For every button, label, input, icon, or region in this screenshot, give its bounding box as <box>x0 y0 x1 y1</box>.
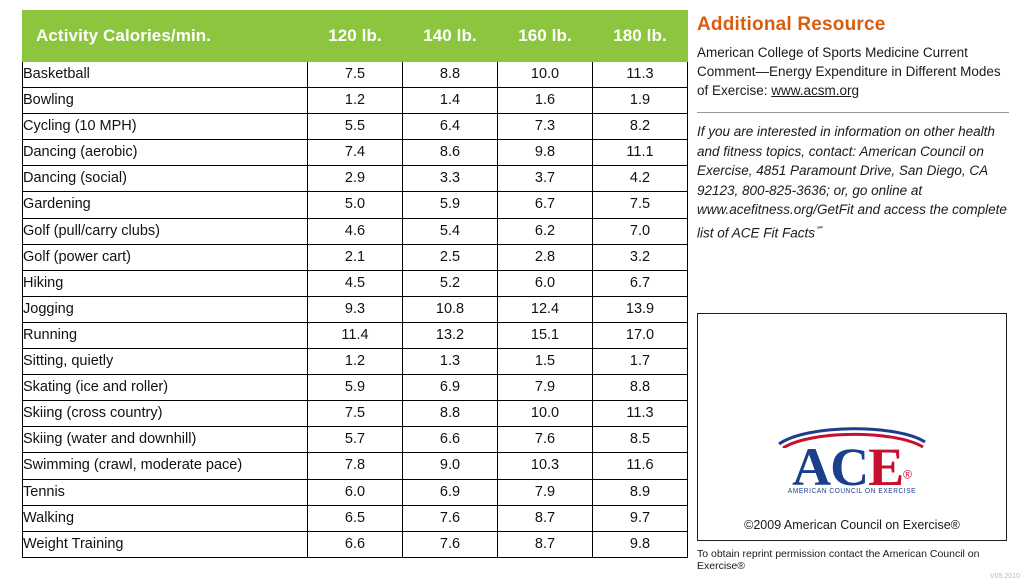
cell-value: 4.6 <box>308 218 403 244</box>
cell-activity: Skiing (water and downhill) <box>23 427 308 453</box>
divider <box>697 112 1009 113</box>
cell-value: 7.4 <box>308 140 403 166</box>
cell-value: 7.5 <box>308 401 403 427</box>
cell-value: 15.1 <box>498 322 593 348</box>
cell-value: 1.6 <box>498 88 593 114</box>
cell-activity: Dancing (aerobic) <box>23 140 308 166</box>
table-row <box>23 401 688 427</box>
contact-info-text <box>697 122 1009 243</box>
corner-code: V05.2010 <box>990 573 1020 580</box>
cell-value: 6.2 <box>498 218 593 244</box>
reprint-notice: To obtain reprint permission contact the American Council on Exercise® <box>697 548 980 572</box>
cell-value: 8.8 <box>593 375 688 401</box>
cell-activity: Sitting, quietly <box>23 349 308 375</box>
cell-value: 7.9 <box>498 479 593 505</box>
cell-value: 4.2 <box>593 166 688 192</box>
cell-value: 1.2 <box>308 88 403 114</box>
cell-value: 6.7 <box>593 270 688 296</box>
cell-value: 6.9 <box>403 375 498 401</box>
column-header-180lb: 180 lb. <box>593 11 688 62</box>
cell-activity: Skating (ice and roller) <box>23 375 308 401</box>
cell-value: 8.7 <box>498 531 593 557</box>
table-row <box>23 453 688 479</box>
cell-value: 9.3 <box>308 296 403 322</box>
cell-value: 7.5 <box>593 192 688 218</box>
cell-value: 5.0 <box>308 192 403 218</box>
cell-activity: Weight Training <box>23 531 308 557</box>
cell-value: 5.5 <box>308 114 403 140</box>
table-row <box>23 62 688 88</box>
cell-value: 6.7 <box>498 192 593 218</box>
cell-value: 6.6 <box>308 531 403 557</box>
table-row <box>23 531 688 557</box>
cell-value: 1.9 <box>593 88 688 114</box>
table-header-row <box>23 11 688 62</box>
table-body <box>23 62 688 558</box>
cell-value: 7.0 <box>593 218 688 244</box>
cell-value: 1.2 <box>308 349 403 375</box>
cell-value: 13.9 <box>593 296 688 322</box>
table-row <box>23 427 688 453</box>
cell-value: 3.7 <box>498 166 593 192</box>
cell-activity: Golf (pull/carry clubs) <box>23 218 308 244</box>
table-row <box>23 505 688 531</box>
registered-mark: ® <box>903 467 912 482</box>
cell-value: 8.6 <box>403 140 498 166</box>
table-row <box>23 114 688 140</box>
cell-value: 9.0 <box>403 453 498 479</box>
cell-activity: Basketball <box>23 62 308 88</box>
cell-value: 2.5 <box>403 244 498 270</box>
table-row <box>23 479 688 505</box>
table-row <box>23 88 688 114</box>
table-row <box>23 270 688 296</box>
cell-value: 6.9 <box>403 479 498 505</box>
column-header-160lb: 160 lb. <box>498 11 593 62</box>
cell-value: 7.5 <box>308 62 403 88</box>
cell-value: 6.0 <box>498 270 593 296</box>
cell-value: 9.8 <box>593 531 688 557</box>
cell-activity: Cycling (10 MPH) <box>23 114 308 140</box>
logo-letter-a: A <box>792 437 831 497</box>
cell-value: 5.2 <box>403 270 498 296</box>
table-row <box>23 244 688 270</box>
cell-value: 9.7 <box>593 505 688 531</box>
table-header <box>23 11 688 62</box>
cell-value: 12.4 <box>498 296 593 322</box>
cell-value: 7.6 <box>403 531 498 557</box>
cell-value: 8.8 <box>403 62 498 88</box>
calorie-table <box>22 10 688 558</box>
cell-value: 5.7 <box>308 427 403 453</box>
cell-value: 11.1 <box>593 140 688 166</box>
cell-value: 7.8 <box>308 453 403 479</box>
cell-value: 8.2 <box>593 114 688 140</box>
table-row <box>23 140 688 166</box>
cell-value: 11.6 <box>593 453 688 479</box>
cell-activity: Skiing (cross country) <box>23 401 308 427</box>
cell-value: 11.3 <box>593 401 688 427</box>
copyright-text: ©2009 American Council on Exercise® <box>744 518 960 532</box>
cell-value: 8.9 <box>593 479 688 505</box>
cell-value: 11.3 <box>593 62 688 88</box>
cell-value: 5.4 <box>403 218 498 244</box>
cell-value: 11.4 <box>308 322 403 348</box>
logo-letter-e: E <box>868 437 904 497</box>
cell-activity: Gardening <box>23 192 308 218</box>
cell-activity: Jogging <box>23 296 308 322</box>
cell-value: 6.6 <box>403 427 498 453</box>
cell-value: 10.0 <box>498 401 593 427</box>
calorie-table-container <box>22 10 667 558</box>
cell-value: 3.2 <box>593 244 688 270</box>
cell-value: 7.6 <box>498 427 593 453</box>
cell-value: 8.7 <box>498 505 593 531</box>
cell-value: 1.4 <box>403 88 498 114</box>
cell-activity: Running <box>23 322 308 348</box>
cell-value: 3.3 <box>403 166 498 192</box>
cell-value: 2.8 <box>498 244 593 270</box>
cell-activity: Hiking <box>23 270 308 296</box>
logo-tagline: AMERICAN COUNCIL ON EXERCISE <box>787 487 917 496</box>
service-mark: ℠ <box>815 224 824 234</box>
cell-value: 1.3 <box>403 349 498 375</box>
cell-value: 2.9 <box>308 166 403 192</box>
cell-value: 6.5 <box>308 505 403 531</box>
cell-value: 17.0 <box>593 322 688 348</box>
cell-value: 4.5 <box>308 270 403 296</box>
cell-value: 10.3 <box>498 453 593 479</box>
table-row <box>23 375 688 401</box>
cell-value: 9.8 <box>498 140 593 166</box>
cell-value: 7.9 <box>498 375 593 401</box>
additional-resource-body <box>697 43 1009 100</box>
cell-value: 8.5 <box>593 427 688 453</box>
cell-value: 6.4 <box>403 114 498 140</box>
cell-value: 1.5 <box>498 349 593 375</box>
cell-activity: Walking <box>23 505 308 531</box>
cell-value: 1.7 <box>593 349 688 375</box>
cell-value: 6.0 <box>308 479 403 505</box>
cell-value: 13.2 <box>403 322 498 348</box>
cell-value: 10.0 <box>498 62 593 88</box>
right-column <box>697 10 1009 243</box>
cell-value: 8.8 <box>403 401 498 427</box>
column-header-120lb: 120 lb. <box>308 11 403 62</box>
cell-value: 7.3 <box>498 114 593 140</box>
table-row <box>23 349 688 375</box>
cell-activity: Dancing (social) <box>23 166 308 192</box>
cell-value: 7.6 <box>403 505 498 531</box>
cell-activity: Golf (power cart) <box>23 244 308 270</box>
cell-value: 2.1 <box>308 244 403 270</box>
additional-resource-title: Additional Resource <box>697 14 886 35</box>
ace-logo <box>698 437 1006 497</box>
resource-text: American College of Sports Medicine Current Comment—Energy Expenditure in Different Modes of Exercise: <box>697 45 1001 98</box>
cell-value: 5.9 <box>308 375 403 401</box>
cell-value: 10.8 <box>403 296 498 322</box>
cell-value: 5.9 <box>403 192 498 218</box>
table-row <box>23 322 688 348</box>
cell-activity: Bowling <box>23 88 308 114</box>
cell-activity: Swimming (crawl, moderate pace) <box>23 453 308 479</box>
table-row <box>23 192 688 218</box>
contact-text: If you are interested in information on other health and fitness topics, contact: American Council on Exercise, 4851 Paramount Drive, San Diego, CA 92123, 800-825-3636; or, go online at www.acefitness.org/GetFit and access the complete list of ACE Fit Facts <box>697 124 1007 240</box>
logo-letter-c: C <box>830 437 869 497</box>
table-row <box>23 296 688 322</box>
column-header-activity: Activity Calories/min. <box>23 11 308 62</box>
logo-box <box>697 313 1007 541</box>
acsm-link[interactable]: www.acsm.org <box>771 83 860 98</box>
table-row <box>23 218 688 244</box>
cell-activity: Tennis <box>23 479 308 505</box>
column-header-140lb: 140 lb. <box>403 11 498 62</box>
table-row <box>23 166 688 192</box>
